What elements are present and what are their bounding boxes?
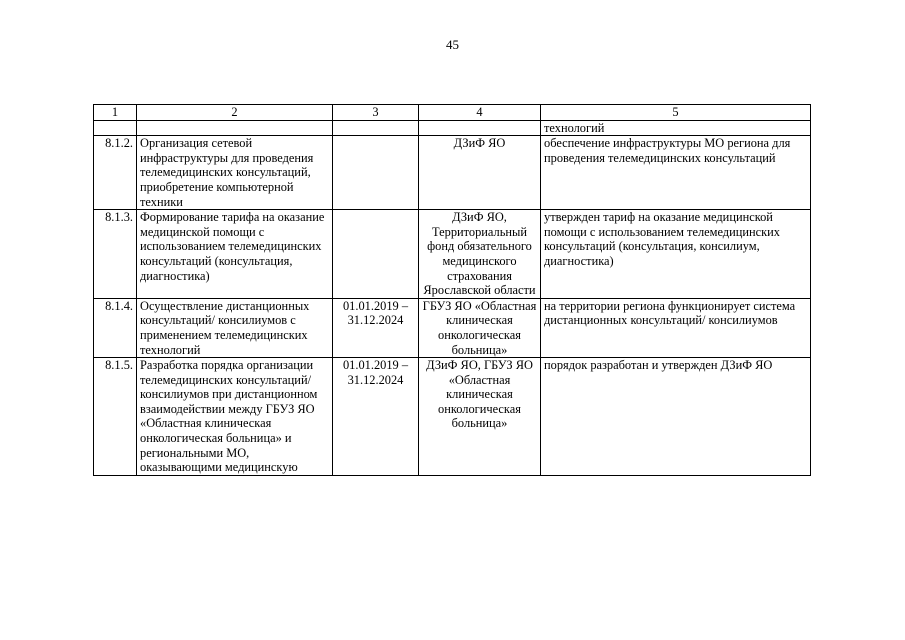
row-executor: ДЗиФ ЯО, ГБУЗ ЯО «Областная клиническая онкологическая больница» [419,358,541,476]
page-number: 45 [446,37,459,52]
table-row [94,210,811,299]
continuation-result-cell: технологий [541,120,811,136]
row-term [333,210,419,299]
continuation-num-cell [94,120,137,136]
table-row [94,358,811,476]
continuation-row [94,120,811,136]
continuation-activity-cell [137,120,333,136]
continuation-executor-cell [419,120,541,136]
row-activity: Разработка порядка организации телемедицинских консультаций/ консилиумов при дистанционном взаимодействии между ГБУЗ ЯО «Областная клиническая онкологическая больница» и региональными МО, оказывающими медицинскую [137,358,333,476]
row-activity: Организация сетевой инфраструктуры для проведения телемедицинских консультаций, приобретение компьютерной техники [137,136,333,210]
row-activity: Осуществление дистанционных консультаций/ консилиумов с применением телемедицинских технологий [137,298,333,357]
row-number: 8.1.2. [94,136,137,210]
header-col-4: 4 [419,105,541,121]
row-number: 8.1.4. [94,298,137,357]
header-col-5: 5 [541,105,811,121]
row-activity: Формирование тарифа на оказание медицинской помощи с использованием телемедицинских консультаций (консультация, диагностика) [137,210,333,299]
row-term: 01.01.2019 – 31.12.2024 [333,358,419,476]
table-header-row [94,105,811,121]
row-number: 8.1.3. [94,210,137,299]
row-number: 8.1.5. [94,358,137,476]
row-term [333,136,419,210]
row-executor: ДЗиФ ЯО, Территориальный фонд обязательного медицинского страхования Ярославской области [419,210,541,299]
row-result: порядок разработан и утвержден ДЗиФ ЯО [541,358,811,476]
table-row [94,298,811,357]
header-col-1: 1 [94,105,137,121]
header-col-2: 2 [137,105,333,121]
table-row [94,136,811,210]
row-result: на территории региона функционирует система дистанционных консультаций/ консилиумов [541,298,811,357]
continuation-term-cell [333,120,419,136]
row-executor: ДЗиФ ЯО [419,136,541,210]
header-col-3: 3 [333,105,419,121]
row-executor: ГБУЗ ЯО «Областная клиническая онкологическая больница» [419,298,541,357]
row-term: 01.01.2019 – 31.12.2024 [333,298,419,357]
measures-table [93,104,811,476]
row-result: обеспечение инфраструктуры МО региона для проведения телемедицинских консультаций [541,136,811,210]
row-result: утвержден тариф на оказание медицинской помощи с использованием телемедицинских консультаций (консультация, консилиум, диагностика) [541,210,811,299]
